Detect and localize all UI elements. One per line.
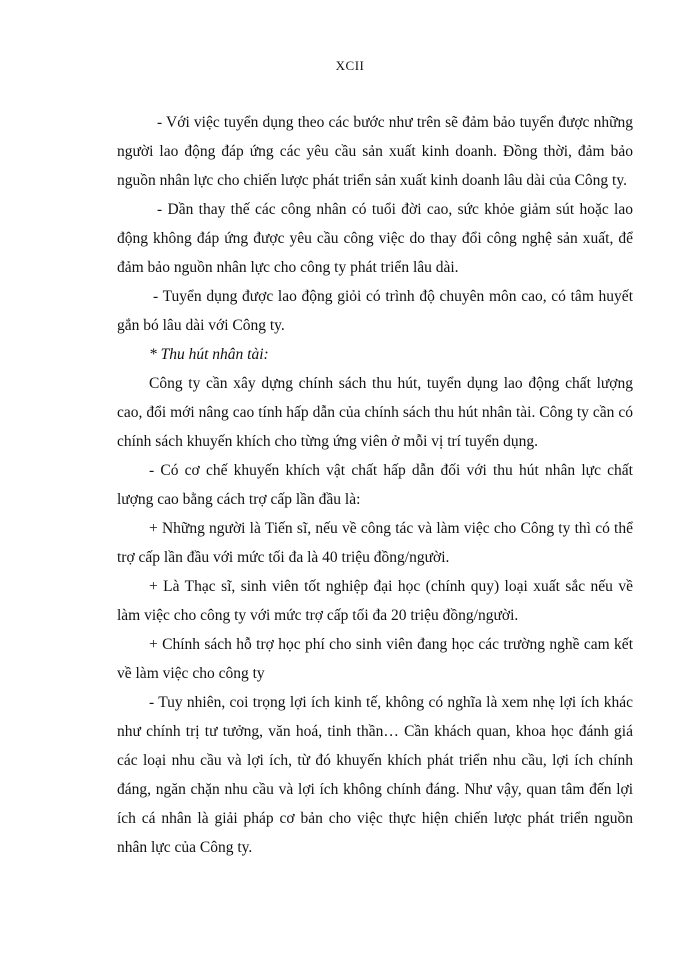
document-body xyxy=(117,108,633,862)
paragraph-conclusion: - Tuy nhiên, coi trọng lợi ích kinh tế, không có nghĩa là xem nhẹ lợi ích khác như chính trị tư tưởng, văn hoá, tinh thần… Cần khách quan, khoa học đánh giá các loại nhu cầu và lợi ích, từ đó khuyến khích phát triển nhu cầu, lợi ích chính đáng, ngăn chặn nhu cầu và lợi ích không chính đáng. Như vậy, quan tâm đến lợi ích cá nhân là giải pháp cơ bản cho việc thực hiện chiến lược phát triển nguồn nhân lực của Công ty. xyxy=(117,694,633,856)
paragraph-tuition-support: + Chính sách hỗ trợ học phí cho sinh viên đang học các trường nghề cam kết về làm việc cho công ty xyxy=(117,636,633,682)
paragraph-recruitment-guarantee: - Với việc tuyển dụng theo các bước như trên sẽ đảm bảo tuyển được những người lao động đáp ứng các yêu cầu sản xuất kinh doanh. Đồng thời, đảm bảo nguồn nhân lực cho chiến lược phát triển sản xuất kinh doanh lâu dài của Công ty. xyxy=(117,114,633,189)
paragraph-attraction-policy: Công ty cần xây dựng chính sách thu hút, tuyển dụng lao động chất lượng cao, đổi mới nâng cao tính hấp dẫn của chính sách thu hút nhân tài. Công ty cần có chính sách khuyến khích cho từng ứng viên ở mỗi vị trí tuyển dụng. xyxy=(117,375,633,450)
paragraph-recruit-skilled: - Tuyển dụng được lao động giỏi có trình độ chuyên môn cao, có tâm huyết gắn bó lâu dài với Công ty. xyxy=(117,288,633,334)
paragraph-doctorate-allowance: + Những người là Tiến sĩ, nếu về công tác và làm việc cho Công ty thì có thể trợ cấp lần đầu với mức tối đa là 40 triệu đồng/người. xyxy=(117,520,633,566)
page-number: XCII xyxy=(335,58,365,73)
section-heading-talent-attraction: * Thu hút nhân tài: xyxy=(149,346,269,363)
paragraph-replace-workers: - Dần thay thế các công nhân có tuổi đời cao, sức khỏe giảm sút hoặc lao động không đáp ứng được yêu cầu công việc do thay đổi công nghệ sản xuất, để đảm bảo nguồn nhân lực cho công ty phát triển lâu dài. xyxy=(117,201,633,276)
paragraph-master-allowance: + Là Thạc sĩ, sinh viên tốt nghiệp đại học (chính quy) loại xuất sắc nếu về làm việc cho công ty với mức trợ cấp tối đa 20 triệu đồng/người. xyxy=(117,578,633,624)
paragraph-material-incentives: - Có cơ chế khuyến khích vật chất hấp dẫn đối với thu hút nhân lực chất lượng cao bằng cách trợ cấp lần đầu là: xyxy=(117,462,633,508)
